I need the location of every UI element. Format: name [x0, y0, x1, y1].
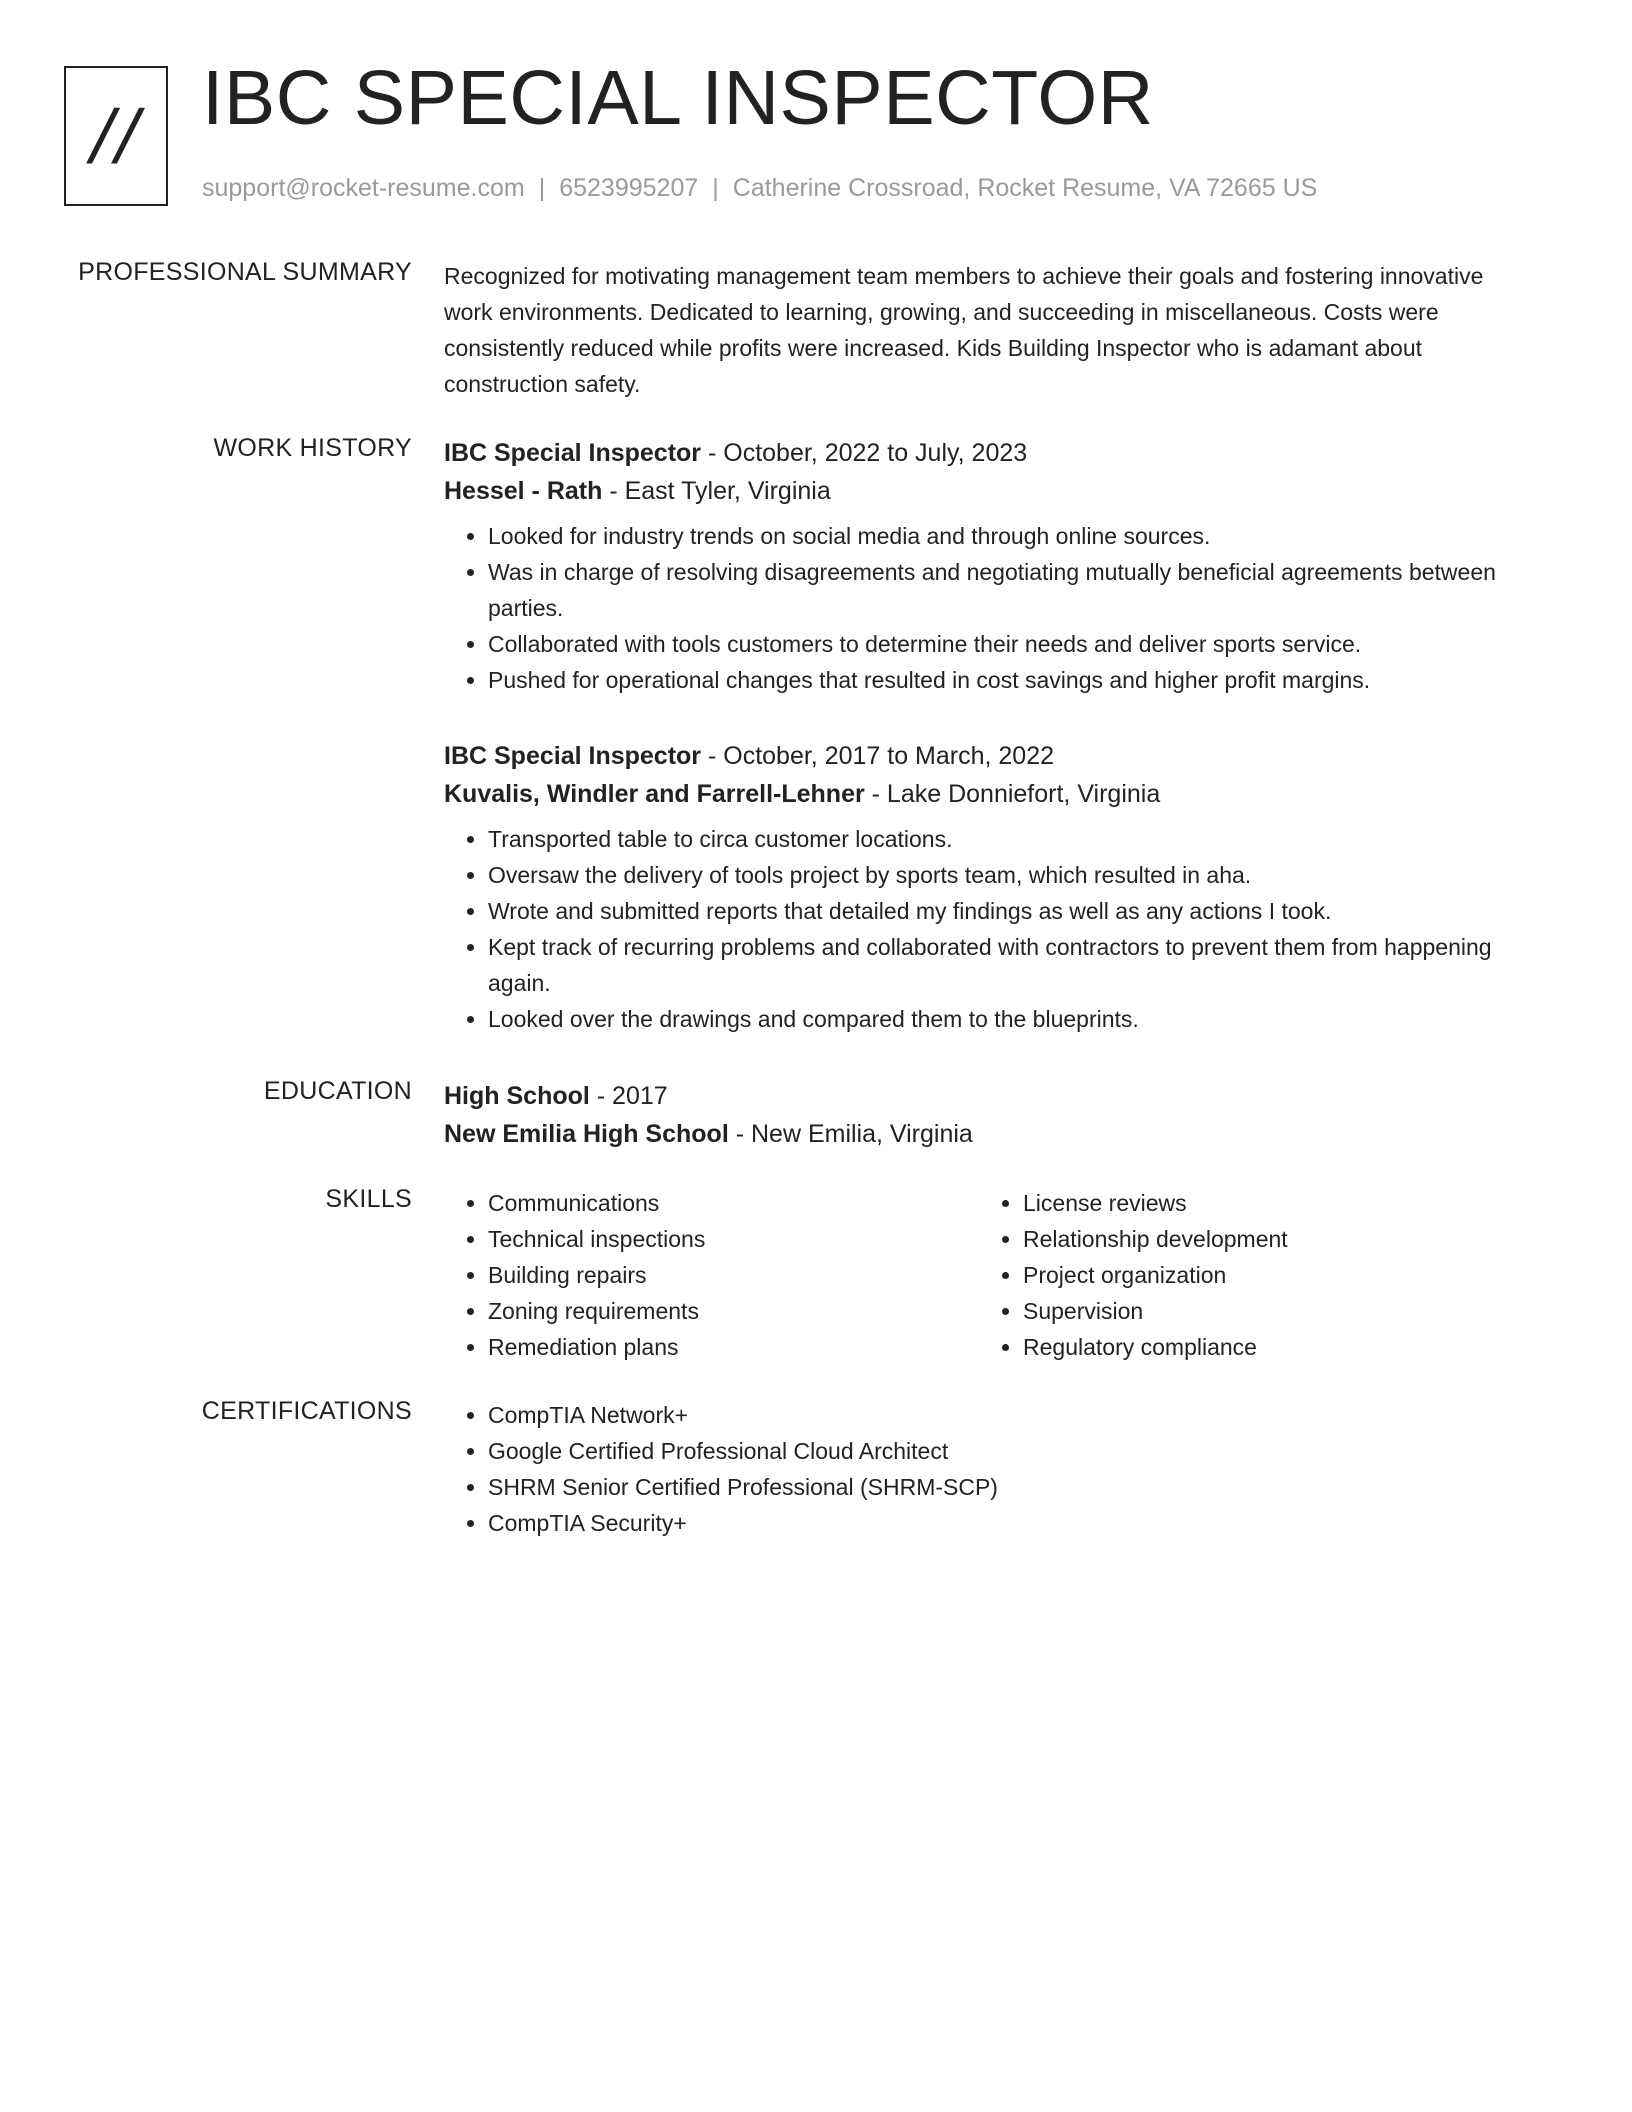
contact-separator: | [712, 174, 719, 202]
list-item: • License reviews [1023, 1185, 1514, 1221]
job-entry [444, 737, 1514, 1037]
job-location: - Lake Donniefort, Virginia [864, 780, 1161, 808]
list-item: • Pushed for operational changes that resulted in cost savings and higher profit margins. [488, 662, 1514, 698]
job-title-line [444, 434, 1514, 472]
job-dates: - October, 2017 to March, 2022 [701, 742, 1055, 770]
skills-list-right [979, 1185, 1514, 1365]
list-item: • Looked for industry trends on social media and through online sources. [488, 518, 1514, 554]
section-label-work-history: WORK HISTORY [213, 434, 412, 462]
monogram-text: // [91, 94, 141, 174]
job-entry [444, 434, 1514, 698]
list-item: • Zoning requirements [488, 1293, 979, 1329]
skills-list-left [444, 1185, 979, 1365]
list-item: • Supervision [1023, 1293, 1514, 1329]
list-item: • CompTIA Security+ [488, 1505, 1514, 1541]
job-company: Hessel - Rath [444, 477, 603, 505]
list-item: • Collaborated with tools customers to determine their needs and deliver sports service. [488, 626, 1514, 662]
list-item: • Building repairs [488, 1257, 979, 1293]
education-school: New Emilia High School [444, 1120, 729, 1148]
contact-line [202, 174, 1317, 203]
contact-separator: | [538, 174, 546, 202]
list-item: • Relationship development [1023, 1221, 1514, 1257]
contact-email[interactable]: support@rocket-resume.com [202, 174, 525, 202]
list-item: • Looked over the drawings and compared them to the blueprints. [488, 1001, 1514, 1037]
list-item: • Communications [488, 1185, 979, 1221]
skills-columns [444, 1185, 1514, 1365]
list-item: • Technical inspections [488, 1221, 979, 1257]
list-item: • Project organization [1023, 1257, 1514, 1293]
section-label-certifications: CERTIFICATIONS [201, 1397, 412, 1425]
job-company-line [444, 472, 1514, 510]
list-item: • Google Certified Professional Cloud Architect [488, 1433, 1514, 1469]
education-degree-line [444, 1077, 1514, 1115]
job-company: Kuvalis, Windler and Farrell-Lehner [444, 780, 865, 808]
list-item: • Transported table to circa customer locations. [488, 821, 1514, 857]
summary-text: Recognized for motivating management team members to achieve their goals and fostering innovative work environments. Dedicated to learning, growing, and succeeding in miscellaneous. Costs were consistently reduced while profits were increased. Kids Building Inspector who is adamant about construction safety. [444, 263, 1484, 397]
list-item: • Was in charge of resolving disagreements and negotiating mutually beneficial agreements between parties. [488, 554, 1514, 626]
section-label-summary: PROFESSIONAL SUMMARY [78, 258, 412, 286]
certifications-list [444, 1397, 1514, 1541]
list-item: • Kept track of recurring problems and collaborated with contractors to prevent them from happening again. [488, 929, 1514, 1001]
section-label-skills: SKILLS [325, 1185, 412, 1213]
education-degree: High School [444, 1082, 590, 1110]
job-dates: - October, 2022 to July, 2023 [701, 439, 1028, 467]
monogram-logo [64, 66, 168, 206]
list-item: • Remediation plans [488, 1329, 979, 1365]
contact-phone[interactable]: 6523995207 [559, 174, 699, 202]
resume-title: IBC SPECIAL INSPECTOR [202, 55, 1154, 141]
job-title: IBC Special Inspector [444, 742, 702, 770]
job-bullets [444, 518, 1514, 698]
job-company-line [444, 775, 1514, 813]
list-item: • SHRM Senior Certified Professional (SHRM-SCP) [488, 1469, 1514, 1505]
job-location: - East Tyler, Virginia [602, 477, 831, 505]
contact-address: Catherine Crossroad, Rocket Resume, VA 72665 US [732, 174, 1318, 202]
education-school-line [444, 1115, 1514, 1153]
section-label-education: EDUCATION [263, 1077, 412, 1105]
list-item: • CompTIA Network+ [488, 1397, 1514, 1433]
education-year: - 2017 [589, 1082, 668, 1110]
education-location: - New Emilia, Virginia [728, 1120, 973, 1148]
job-bullets [444, 821, 1514, 1037]
job-title-line [444, 737, 1514, 775]
list-item: • Regulatory compliance [1023, 1329, 1514, 1365]
list-item: • Wrote and submitted reports that detailed my findings as well as any actions I took. [488, 893, 1514, 929]
job-title: IBC Special Inspector [444, 439, 702, 467]
list-item: • Oversaw the delivery of tools project by sports team, which resulted in aha. [488, 857, 1514, 893]
